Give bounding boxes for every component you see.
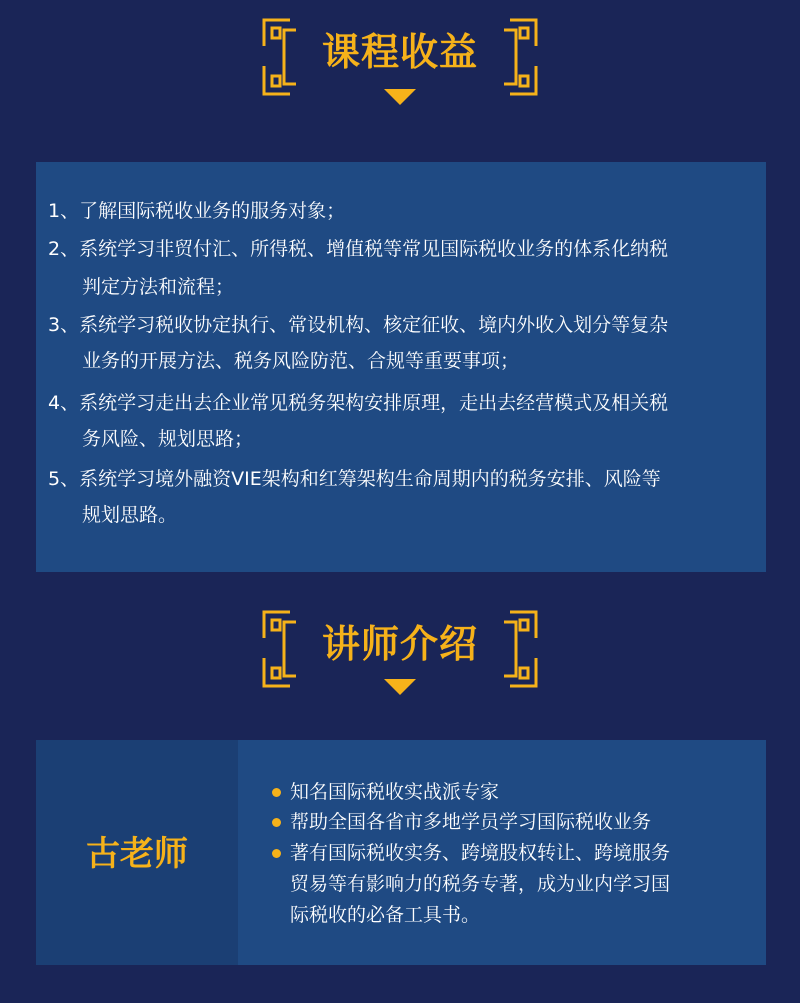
instructor-bullet-3: 著有国际税收实务、跨境股权转让、跨境服务 xyxy=(290,842,671,864)
instructor-name: 古老师 xyxy=(86,834,188,874)
instructor-header xyxy=(0,592,800,702)
course-benefits-panel xyxy=(36,162,766,572)
benefit-item-5-cont: 规划思路。 xyxy=(82,504,178,526)
benefit-list xyxy=(36,162,766,572)
benefit-item-4-cont: 务风险、规划思路； xyxy=(82,428,254,450)
down-arrow-icon xyxy=(384,89,416,105)
down-arrow-icon xyxy=(384,679,416,695)
course-benefits-title: 课程收益 xyxy=(321,30,478,74)
benefit-item-3: 3、系统学习税收协定执行、常设机构、核定征收、境内外收入划分等复杂 xyxy=(48,314,669,336)
bullet-dot-icon xyxy=(272,818,281,827)
instructor-bullet-3-cont: 际税收的必备工具书。 xyxy=(290,904,481,926)
instructor-title: 讲师介绍 xyxy=(321,622,478,666)
bullet-dot-icon xyxy=(272,849,281,858)
benefit-item-1: 1、了解国际税收业务的服务对象； xyxy=(48,200,346,222)
bullet-dot-icon xyxy=(272,788,281,797)
instructor-bullet-1: 知名国际税收实战派专家 xyxy=(290,781,500,803)
benefit-item-2: 2、系统学习非贸付汇、所得税、增值税等常见国际税收业务的体系化纳税 xyxy=(48,238,669,260)
instructor-name-cell xyxy=(36,740,238,965)
instructor-info-cell xyxy=(238,740,766,965)
benefit-item-4: 4、系统学习走出去企业常见税务架构安排原理，走出去经营模式及相关税 xyxy=(48,392,669,414)
benefit-item-2-cont: 判定方法和流程； xyxy=(82,276,235,298)
benefit-item-5: 5、系统学习境外融资VIE架构和红筹架构生命周期内的税务安排、风险等 xyxy=(48,468,661,490)
course-benefits-header xyxy=(0,0,800,110)
benefit-item-3-cont: 业务的开展方法、税务风险防范、合规等重要事项； xyxy=(82,350,520,372)
instructor-bullet-2: 帮助全国各省市多地学员学习国际税收业务 xyxy=(290,811,652,833)
instructor-card xyxy=(36,740,766,965)
instructor-bullet-3-cont: 贸易等有影响力的税务专著，成为业内学习国 xyxy=(290,873,671,895)
